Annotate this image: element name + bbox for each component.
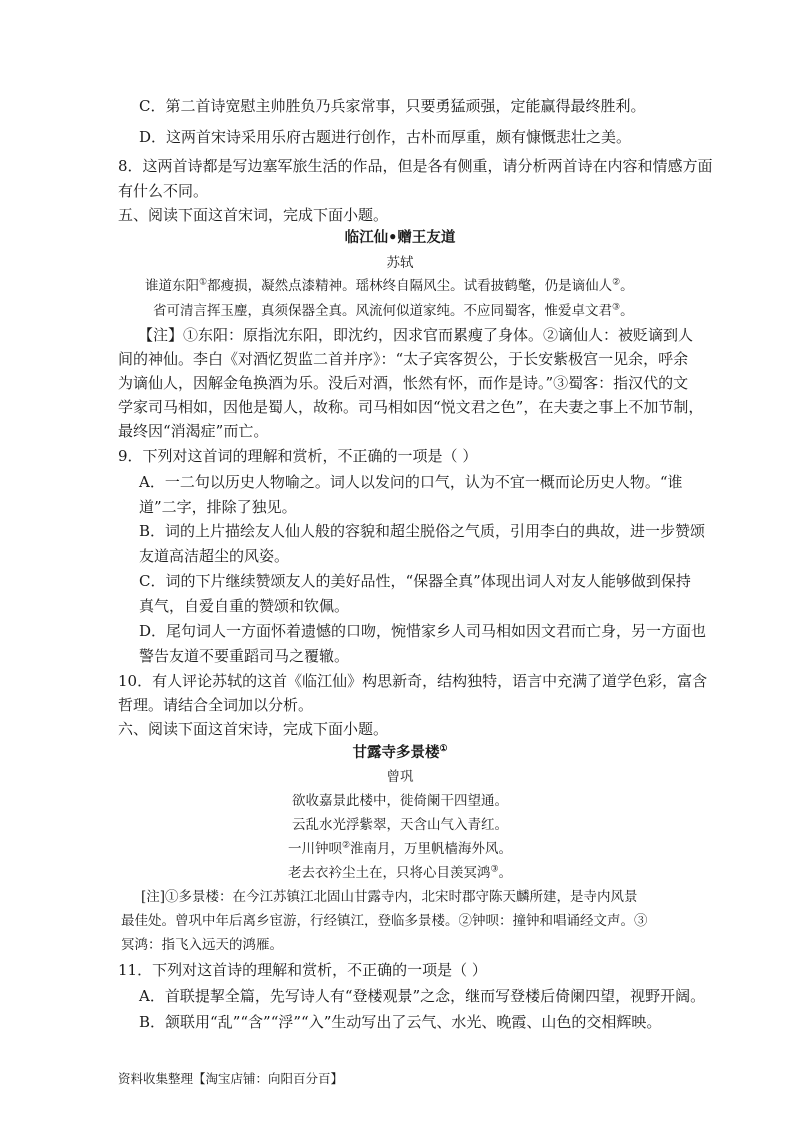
option-c-q9-cont: 真气，自爱自重的赞颂和钦佩。 <box>139 597 350 615</box>
poem-text: 省可清言挥玉麈，真须保器全真。风流何似道家纯。不应同蜀客，惟爱卓文君 <box>153 303 612 319</box>
poem-author-sushi: 苏轼 <box>386 255 414 271</box>
question-8: 8．这两首诗都是写边塞军旅生活的作品，但是各有侧重，请分析两首诗在内容和情感方面 <box>118 157 713 175</box>
footnote-marker: ③ <box>490 864 499 875</box>
option-d-q9: D．尾句词人一方面怀着遗憾的口吻，惋惜家乡人司马相如因文君而亡身，另一方面也 <box>139 622 707 640</box>
question-11: 11．下列对这首诗的理解和赏析，不正确的一项是（ ） <box>118 961 487 979</box>
note-2: 间的神仙。李白《对酒忆贺监二首并序》：“太子宾客贺公，于长安紫极宫一见余，呼余 <box>118 350 689 368</box>
option-c-q9: C．词的下片继续赞颂友人的美好品性，“保器全真”体现出词人对友人能够做到保持 <box>139 572 691 590</box>
poem-title-linjiangxian: 临江仙•赠王友道 <box>344 229 456 246</box>
poem-couplet-2: 云乱水光浮紫翠，天含山气入青红。 <box>292 817 508 833</box>
section-5-heading: 五、阅读下面这首宋词，完成下面小题。 <box>118 206 389 224</box>
option-a-q9-cont: 道”二字，排除了独见。 <box>139 498 297 516</box>
poem-line-2 <box>153 301 634 321</box>
question-10-cont: 哲理。请结合全词加以分析。 <box>118 696 314 714</box>
poem-text: 。 <box>620 303 634 319</box>
note-1: 【注】①东阳：原指沈东阳，即沈约，因求官而累瘦了身体。②谪仙人：被贬谪到人 <box>138 326 694 344</box>
option-b-q9-cont: 友道高洁超尘的风姿。 <box>139 547 290 565</box>
note-5: 最终因“消渴症”而亡。 <box>118 422 269 440</box>
note-4: 学家司马相如，因他是蜀人，故称。司马相如因“悦文君之色”，在夫妻之事上不加节制， <box>118 398 704 416</box>
option-b-q11: B．颔联用“乱”“含”“浮”“入”生动写出了云气、水光、晚霞、山色的交相辉映。 <box>139 1013 662 1031</box>
poem-text: 。 <box>620 278 634 294</box>
poem-text: 一川钟呗 <box>287 841 342 857</box>
poem-title-ganlusi <box>0 743 800 763</box>
poem-couplet-1: 欲收嘉景此楼中，徙倚阑干四望通。 <box>292 793 508 809</box>
option-a-q11: A．首联提挈全篇，先写诗人有“登楼观景”之念，继而写登楼后倚阑四望，视野开阔。 <box>139 987 706 1005</box>
poem-couplet-3 <box>0 839 800 859</box>
footnote-marker: ① <box>199 277 208 288</box>
poem-text: 老去衣衿尘土在，只将心目羡冥鸿 <box>287 865 491 881</box>
poem-text: 都瘦损，凝然点漆精神。瑶林终自隔风尘。试看披鹤氅，仍是谪仙人 <box>207 278 613 294</box>
question-9: 9．下列对这首词的理解和赏析，不正确的一项是（ ） <box>118 447 478 465</box>
option-a-q9: A．一二句以历史人物喻之。词人以发问的口气，认为不宜一概而论历史人物。“谁 <box>139 473 683 491</box>
question-10: 10．有人评论苏轼的这首《临江仙》构思新奇，结构独特，语言中充满了道学色彩，富含 <box>118 672 708 690</box>
footnote-marker: ② <box>341 840 351 851</box>
poem-text: 。 <box>498 865 513 881</box>
footnote-marker: ① <box>439 744 448 755</box>
footnote-marker: ③ <box>612 302 621 313</box>
option-d-q9-cont: 警告友道不要重蹈司马之覆辙。 <box>139 647 350 665</box>
section-6-heading: 六、阅读下面这首宋诗，完成下面小题。 <box>118 720 389 738</box>
note-3: 为谪仙人，因解金龟换酒为乐。没后对酒，怅然有怀，而作是诗。”③蜀客：指汉代的文 <box>118 374 689 392</box>
note-6: [注]①多景楼：在今江苏镇江北固山甘露寺内，北宋时郡守陈天麟所建，是寺内风景 <box>141 889 638 905</box>
option-b-q9: B．词的上片描绘友人仙人般的容貌和超尘脱俗之气质，引用李白的典故，进一步赞颂 <box>139 522 706 540</box>
option-c-q7: C．第二首诗宽慰主帅胜负乃兵家常事，只要勇猛顽强，定能赢得最终胜利。 <box>139 97 646 115</box>
poem-author-zenggong: 曾巩 <box>386 769 414 785</box>
note-7: 最佳处。曾巩中年后离乡宦游，行经镇江，登临多景楼。②钟呗：撞钟和唱诵经文声。③ <box>121 913 648 929</box>
poem-title-text: 甘露寺多景楼 <box>352 744 440 761</box>
poem-text: 谁道东阳 <box>145 278 199 294</box>
poem-text: 淮南月，万里帆樯海外风。 <box>350 841 513 857</box>
footnote-marker: ② <box>612 277 621 288</box>
question-8-cont: 有什么不同。 <box>118 182 209 200</box>
page-footer: 资料收集整理【淘宝店铺：向阳百分百】 <box>118 1071 344 1086</box>
note-8: 冥鸿：指飞入远天的鸿雁。 <box>121 937 283 953</box>
poem-couplet-4 <box>0 863 800 883</box>
option-d-q7: D．这两首宋诗采用乐府古题进行创作，古朴而厚重，颇有慷慨悲壮之美。 <box>139 128 632 146</box>
poem-line-1 <box>145 276 634 296</box>
